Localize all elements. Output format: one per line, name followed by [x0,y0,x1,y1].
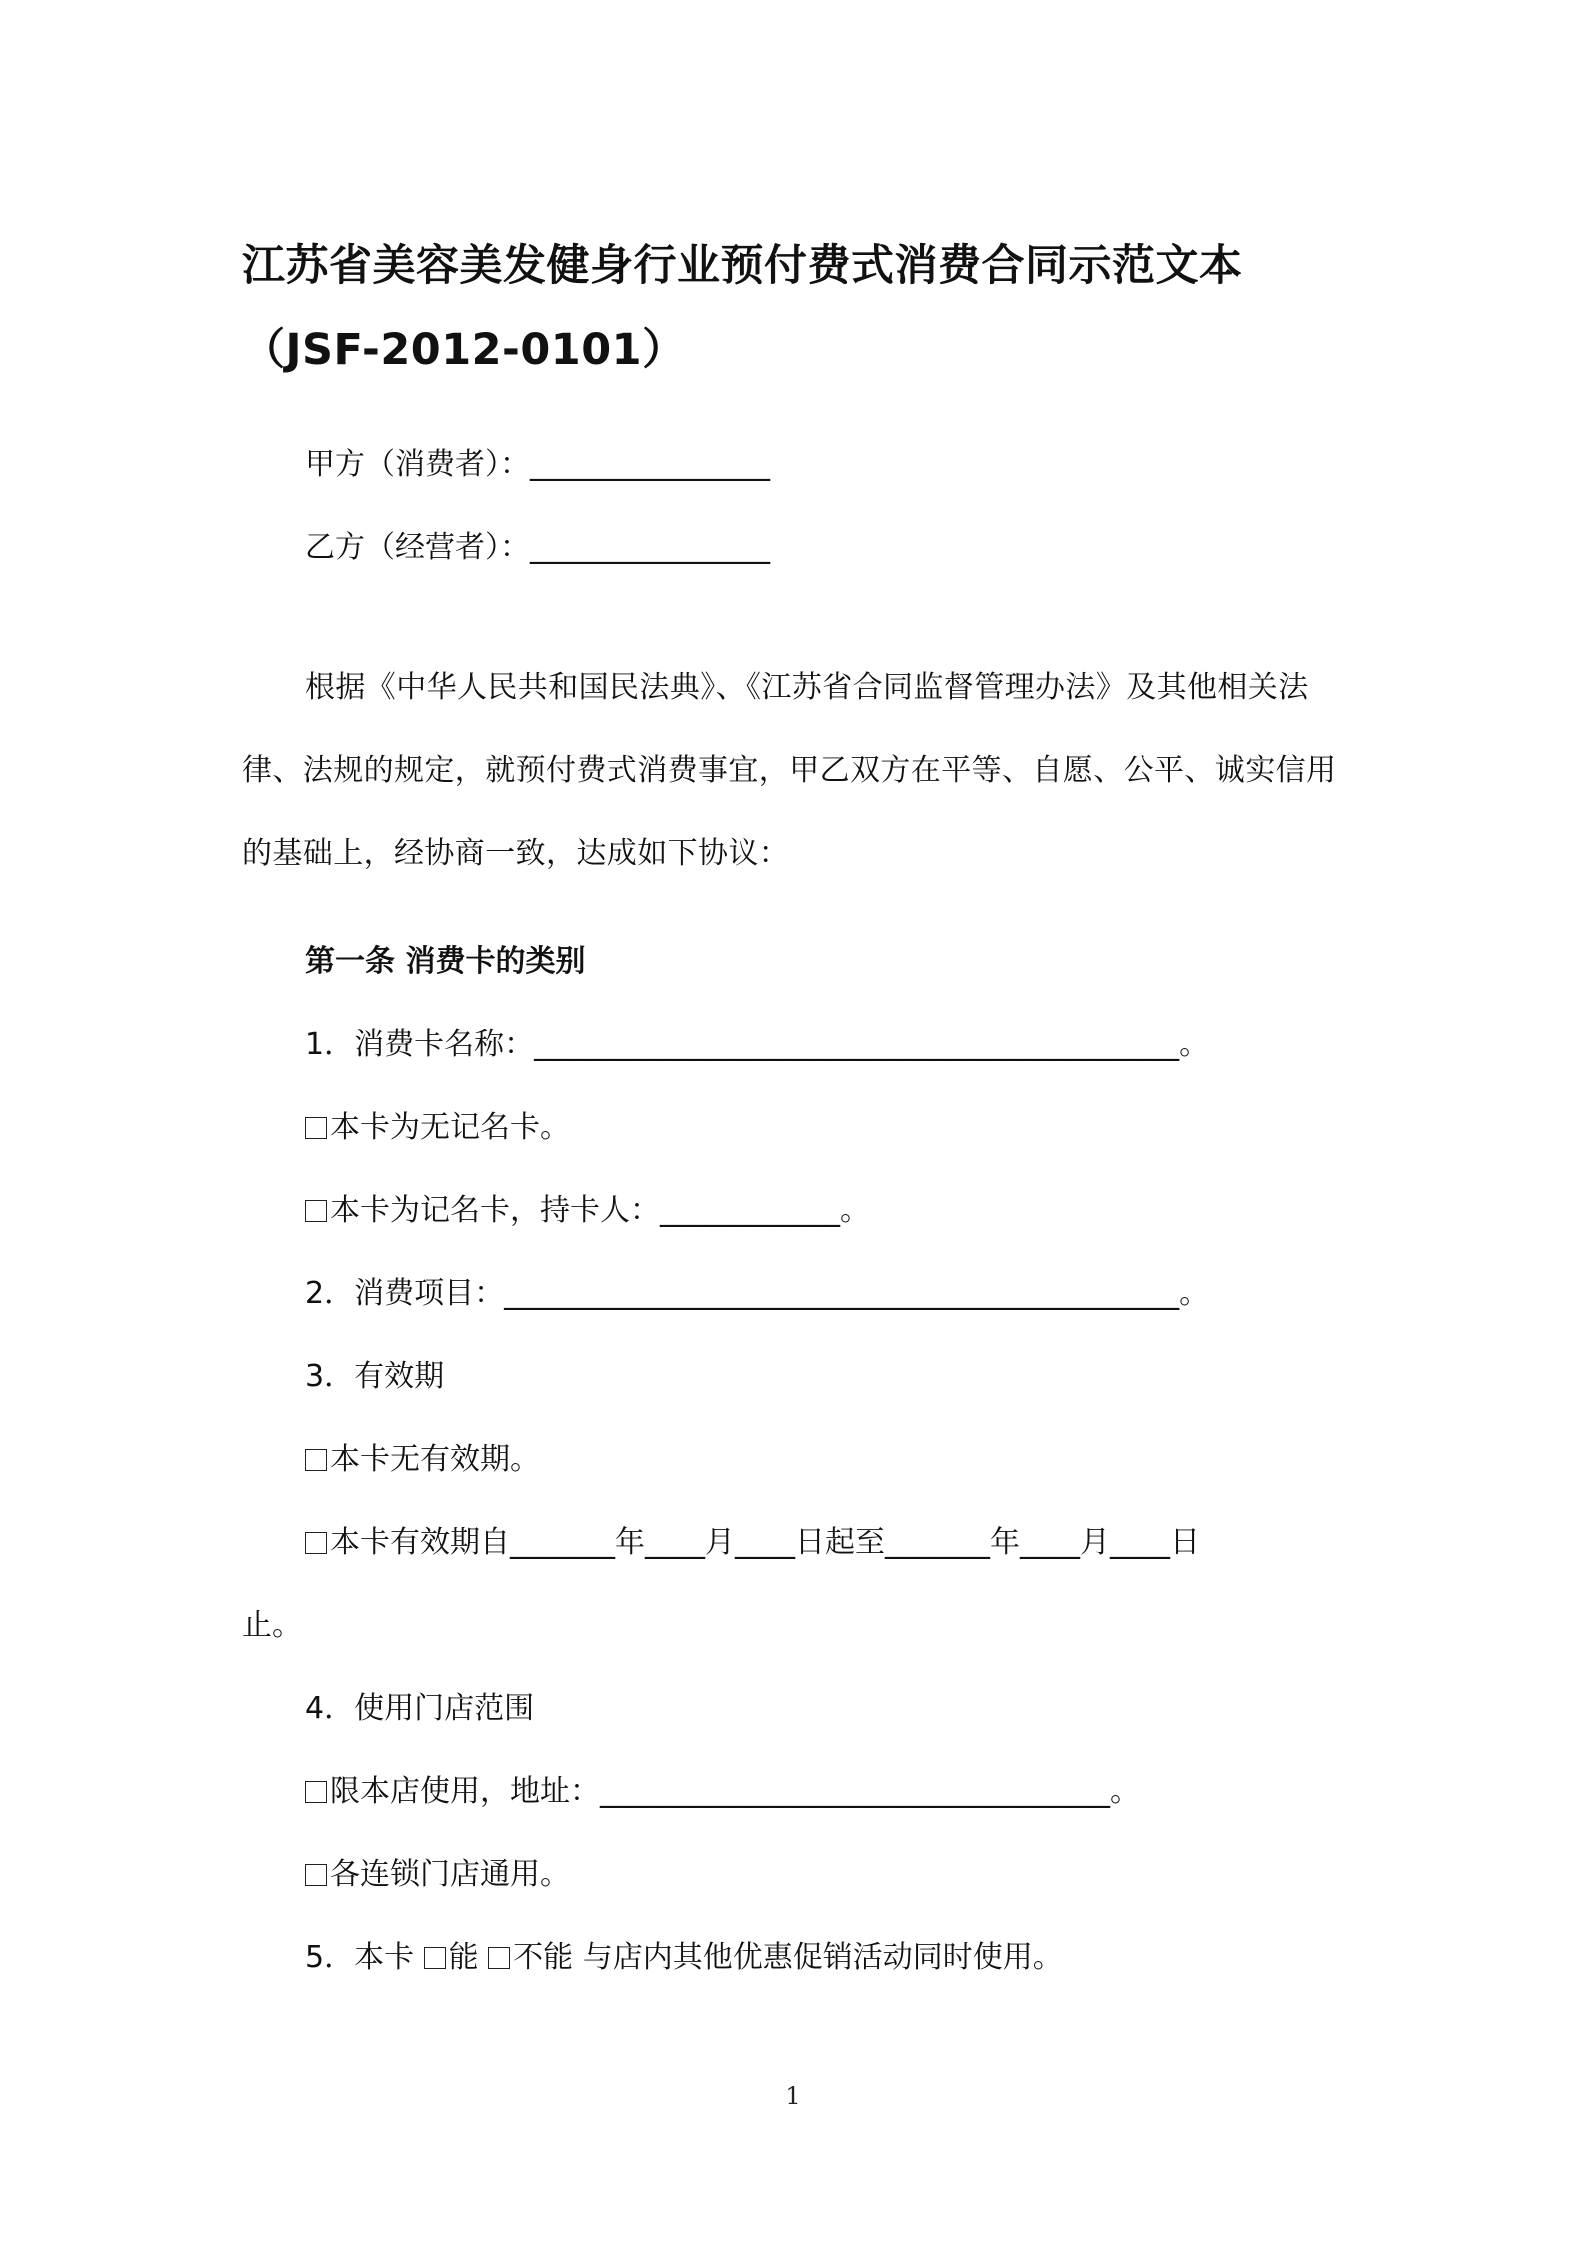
expiry-period-continuation: 止。 [242,1608,302,1643]
preamble-paragraph: 根据《中华人民共和国民法典》、《江苏省合同监督管理办法》及其他相关法律、法规的规定，就预付费式消费事宜，甲乙双方在平等、自愿、公平、诚实信用的基础上，经协商一致，达成如下协议： [242,670,1337,871]
anonymous-card-option [305,1108,570,1148]
page-number: 1 [785,2082,801,2110]
no-expiry-option [305,1440,540,1480]
consumption-items-line: 2．消费项目：_____________________________________________。 [305,1276,1210,1311]
card-name-line: 1．消费卡名称：___________________________________________。 [305,1027,1210,1062]
store-only-option [305,1772,1140,1812]
anonymous-card-label: 本卡为无记名卡。 [330,1110,570,1145]
validity-heading: 3．有效期 [305,1359,445,1394]
expiry-period-option [305,1523,1200,1563]
named-card-label: 本卡为记名卡，持卡人：____________。 [330,1193,870,1228]
party-b-line: 乙方（经营者）：________________ [305,530,770,565]
store-only-label: 限本店使用，地址：__________________________________。 [330,1774,1140,1809]
checkbox-can[interactable] [424,1947,446,1969]
store-scope-heading: 4．使用门店范围 [305,1691,535,1726]
expiry-period-label: 本卡有效期自_______年____月____日起至_______年____月____日 [330,1525,1200,1560]
article-1-heading: 第一条 消费卡的类别 [305,944,586,979]
checkbox-no-expiry[interactable] [305,1449,327,1471]
document-title: 江苏省美容美发健身行业预付费式消费合同示范文本（JSF-2012-0101） [242,241,1243,375]
checkbox-cannot[interactable] [488,1947,510,1969]
no-expiry-label: 本卡无有效期。 [330,1442,540,1477]
promotion-prefix: 5．本卡 [305,1940,424,1975]
checkbox-expiry-period[interactable] [305,1532,327,1554]
promotion-can-label: 能 [448,1940,489,1975]
checkbox-chain-stores[interactable] [305,1864,327,1886]
party-a-line: 甲方（消费者）：________________ [305,447,770,482]
promotion-combination-line [305,1938,1063,1978]
chain-stores-label: 各连锁门店通用。 [330,1857,570,1892]
named-card-option [305,1191,870,1231]
promotion-suffix: 与店内其他优惠促销活动同时使用。 [582,1940,1063,1975]
promotion-cannot-label: 不能 [513,1940,583,1975]
checkbox-anonymous[interactable] [305,1117,327,1139]
checkbox-named[interactable] [305,1200,327,1222]
checkbox-store-only[interactable] [305,1781,327,1803]
chain-stores-option [305,1855,570,1895]
